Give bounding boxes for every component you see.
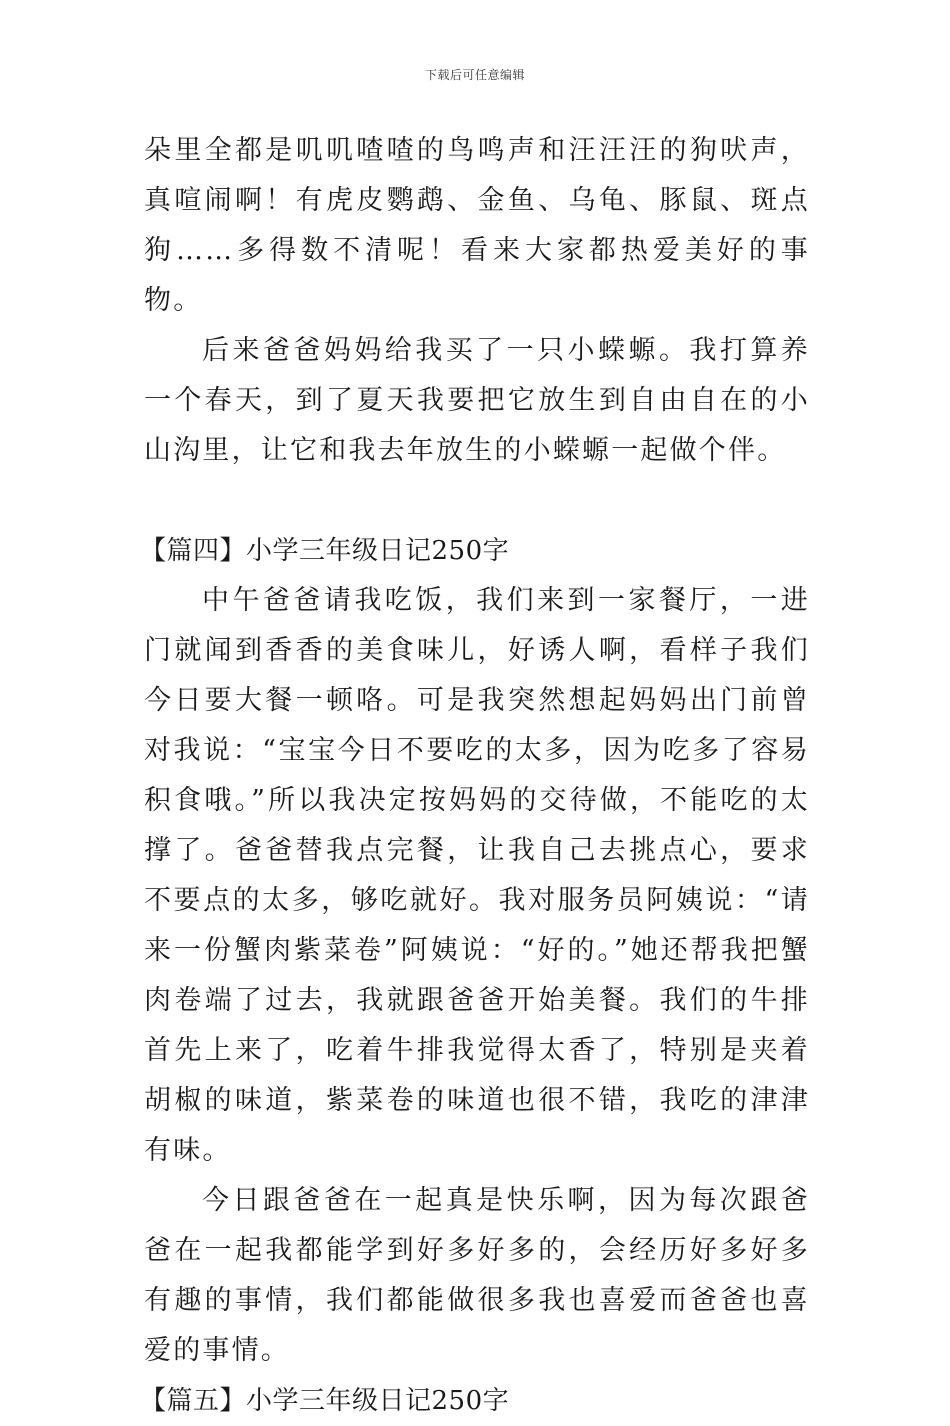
paragraph-lunch: 中午爸爸请我吃饭，我们来到一家餐厅，一进门就闻到香香的美食味儿，好诱人啊，看样子我们今日要大餐一顿咯。可是我突然想起妈妈出门前曾对我说：“宝宝今日不要吃的太多，因为吃多了容易积食哦。”所以我决定按妈妈的交待做，不能吃的太撑了。爸爸替我点完餐，让我自己去挑点心，要求不要点的太多，够吃就好。我对服务员阿姨说：“请来一份蟹肉紫菜卷”阿姨说：“好的。”她还帮我把蟹肉卷端了过去，我就跟爸爸开始美餐。我们的牛排首先上来了，吃着牛排我觉得太香了，特别是夹着胡椒的味道，紫菜卷的味道也很不错，我吃的津津有味。	[144, 585, 810, 1166]
section-heading-5: 【篇五】小学三年级日记250字	[140, 1386, 510, 1416]
page-header-note: 下载后可任意编辑	[424, 68, 525, 82]
paragraph-continued: 朵里全都是叽叽喳喳的鸟鸣声和汪汪汪的狗吠声，真喧闹啊！有虎皮鹦鹉、金鱼、乌龟、豚鼠、斑点狗……多得数不清呢！看来大家都热爱美好的事物。	[144, 135, 810, 316]
spacer	[144, 476, 810, 526]
section-heading-4: 【篇四】小学三年级日记250字	[140, 536, 510, 566]
document-body	[140, 126, 810, 1426]
paragraph-salamander: 后来爸爸妈妈给我买了一只小蝾螈。我打算养一个春天，到了夏天我要把它放生到自由自在的小山沟里，让它和我去年放生的小蝾螈一起做个伴。	[144, 335, 810, 466]
paragraph-happy-day: 今日跟爸爸在一起真是快乐啊，因为每次跟爸爸在一起我都能学到好多好多的，会经历好多好多有趣的事情，我们都能做很多我也喜爱而爸爸也喜爱的事情。	[144, 1185, 810, 1366]
